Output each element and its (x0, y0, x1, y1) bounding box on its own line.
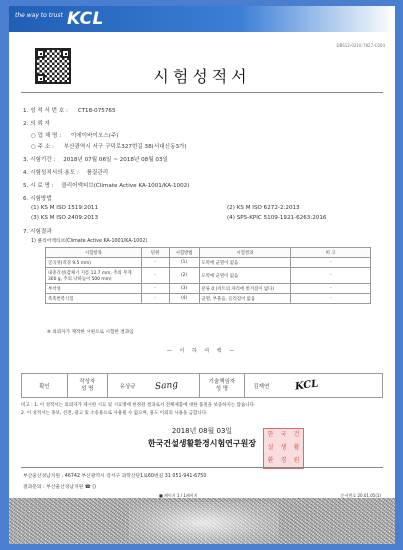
table-header-row (46, 248, 371, 258)
cell-remark: - (291, 294, 371, 304)
writer-cell (107, 374, 199, 398)
writer-label: 작성자 성 명 (67, 374, 107, 398)
report-number-label: 1. 성 적 서 번 호 : (23, 108, 68, 114)
security-pattern-highlight (129, 502, 279, 544)
confirm-label: 확인 (22, 374, 68, 398)
remark-1: 비고 : 1. 이 성적서는 의뢰자가 제시한 시료 및 시료명에 한정된 결과로서 전체제품에 대한 품질을 보증하지는 않습니다. (21, 403, 256, 408)
cell-result: 도막에 균열이 없음 (199, 268, 291, 284)
cell-unit: - (141, 258, 169, 268)
company-row (31, 131, 118, 139)
method-3: (3) KS M ISO 2409:2013 (31, 215, 99, 221)
method-1: (1) KS M ISO 1519:2011 (31, 205, 99, 211)
purpose-label: 4. 시험성적서의 용도 : (23, 170, 79, 176)
header-result: 시험결과 (199, 248, 291, 258)
inquiry-contact: 결과문의 : 부산울산경남지원 ☎ () (23, 485, 97, 490)
header-method: 시험방법 (169, 248, 199, 258)
cell-remark: - (291, 284, 371, 294)
footer-divider (21, 467, 383, 468)
method-2: (2) KS M ISO 6272-2:2013 (227, 205, 300, 211)
page-title: 시험성적서 (153, 67, 251, 86)
brand-bar (9, 6, 395, 32)
cell-remark: - (291, 268, 371, 284)
remark-2: 2. 이 성적서는 홍보, 선전, 광고 및 소송용으로 사용될 수 없으며, 용도 이외의 사용을 금합니다. (21, 411, 208, 416)
cell-unit: - (141, 294, 169, 304)
address-value: 부산광역시 서구 구덕로327번길 38(서대신동3가) (63, 144, 187, 150)
issue-date: 2018년 08월 03일 (171, 427, 233, 435)
title-divider (21, 92, 383, 93)
test-period-row (23, 155, 168, 163)
purpose-row (23, 168, 108, 176)
document-number: DBS12-0210-7827-C004 (336, 43, 385, 48)
kcl-logo: KCL (67, 9, 104, 29)
results-note: ※ 의뢰자가 제작한 시편으로 시험한 결과임 (47, 330, 134, 335)
cell-item: 굴곡성(직경 9.5 mm) (46, 258, 142, 268)
table-row (46, 294, 371, 304)
header-test-item: 시험항목 (46, 248, 142, 258)
form-number: 문서번호 20.01.05(1) (340, 493, 381, 498)
cell-method: (4) (169, 294, 199, 304)
tech-manager-signature-icon: KCL (294, 378, 320, 393)
document-page (9, 6, 395, 544)
purpose-value: 품질관리 (86, 170, 109, 176)
cell-result: 균열, 부풀음, 들리짐이 없음 (199, 294, 291, 304)
cell-method: (1) (169, 258, 199, 268)
sample-label: 5. 시 료 명 : (23, 183, 54, 189)
results-subheading: 1) 클리어액티브(Climate Active KA-1001/KA-1002) (31, 239, 148, 244)
tech-manager-name: 김재연 (253, 384, 270, 390)
table-row (46, 284, 371, 294)
table-row (46, 258, 371, 268)
cell-result: 도막에 균열이 없음 (199, 258, 291, 268)
institute-name: 한국건설생활환경시험연구원장 (147, 439, 257, 448)
sample-value: 클리어액티브(Climate Active KA-1001/KA-1002) (61, 183, 190, 189)
cell-unit: - (141, 284, 169, 294)
cell-remark: - (291, 258, 371, 268)
cell-method: (3) (169, 284, 199, 294)
results-heading: 7. 시험결과 (23, 229, 52, 235)
official-seal-icon: 한 국 건 설 생 활 환 경 원 (263, 428, 304, 469)
header-unit: 단위 (141, 248, 169, 258)
address-label: ○ 주 소 : (31, 144, 54, 150)
cell-item: 촉촉반복식험 (46, 294, 142, 304)
test-period-value: 2018년 07월 06일 ~ 2018년 08월 03일 (63, 157, 168, 163)
table-row (46, 268, 371, 284)
cell-result: 분류 0 (커트의 자리에 벗겨짐이 없다) (199, 284, 291, 294)
header-remarks: 비 고 (291, 248, 371, 258)
sample-row (23, 181, 189, 189)
confirmation-table (21, 373, 383, 398)
page-indicator: ■ 페이지 1 / 1페이지 (159, 493, 198, 498)
method-4: (4) SPS-KPIC 5109-1921-6263:2016 (227, 215, 327, 221)
writer-name: 유상규 (119, 383, 136, 390)
client-heading: 2. 의 뢰 자 (23, 121, 50, 127)
cell-item: 부착성 (46, 284, 142, 294)
cell-item: 내충격성(갑체기 지름 12.7 mm, 추의 무게 300 g, 추의 낙하높이 500 mm) (46, 268, 142, 284)
results-table (45, 247, 371, 304)
company-label: ○ 업 체 명 : (31, 133, 62, 139)
brand-tagline: the way to trust (15, 12, 63, 19)
cell-method: (2) (169, 268, 199, 284)
company-value: 이에이바이오스(주) (70, 133, 119, 139)
cell-unit: - (141, 268, 169, 284)
address-row (31, 142, 187, 150)
test-period-label: 3. 시험기간 : (23, 157, 56, 163)
branch-address: 부산울산경남지원 : 46742 부산광역시 강서구 과학산단1로60번길 31 051-941-6750 (23, 474, 207, 479)
method-heading: 6. 시험방법 (23, 196, 52, 202)
report-number-value: CT18-075765 (77, 108, 116, 114)
writer-signature-icon: Sang (154, 379, 179, 392)
tech-manager-label: 기술책임자 성 명 (199, 374, 245, 398)
report-number-row (23, 106, 116, 114)
end-of-content-mark: — 이 하 여 백 — (166, 348, 238, 354)
tech-manager-cell (245, 374, 383, 398)
